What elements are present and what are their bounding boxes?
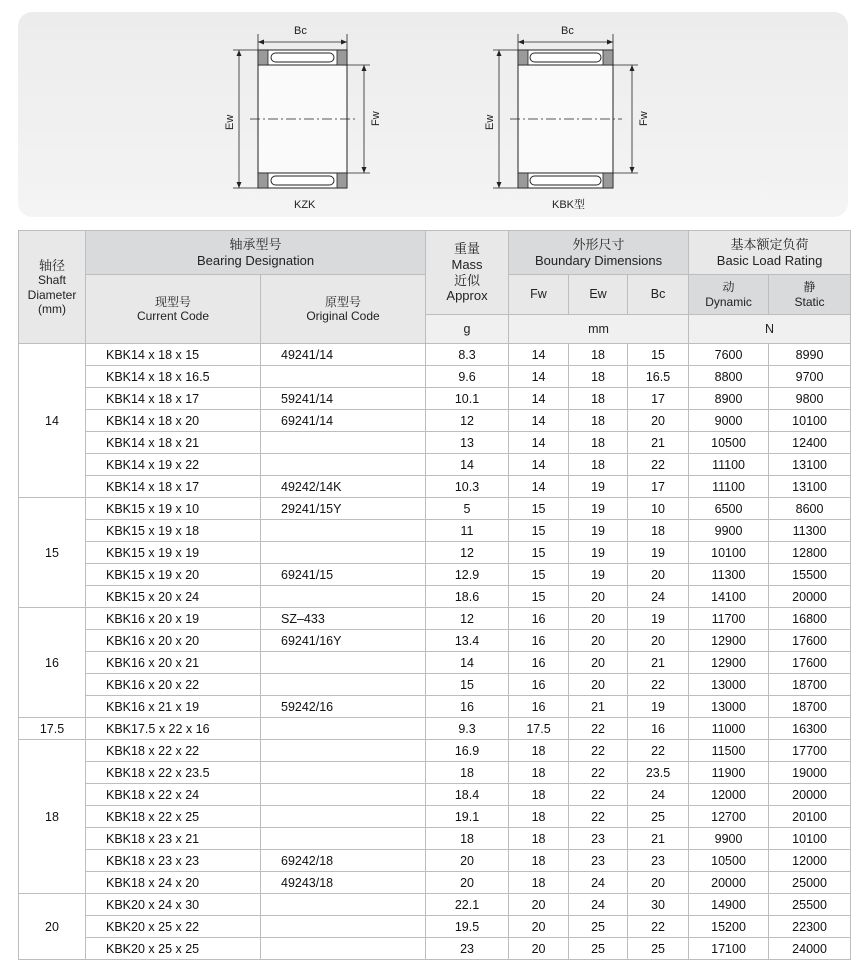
mass-cell: 22.1 [426, 894, 509, 916]
static-load-cell: 20100 [769, 806, 851, 828]
bc-cell: 19 [628, 542, 689, 564]
bc-header: Bc [628, 275, 689, 315]
dynamic-load-cell: 11100 [689, 476, 769, 498]
table-row [19, 630, 851, 652]
shaft-diameter-cell: 17.5 [19, 718, 86, 740]
code-cell: KBK20 x 24 x 30 [86, 894, 261, 916]
dynamic-load-cell: 10100 [689, 542, 769, 564]
original-code-cell [261, 542, 426, 564]
code-cell: KBK18 x 22 x 25 [86, 806, 261, 828]
ew-cell: 20 [569, 674, 628, 696]
static-load-cell: 12800 [769, 542, 851, 564]
table-row [19, 476, 851, 498]
mass-cell: 23 [426, 938, 509, 960]
table-row [19, 542, 851, 564]
kzk-bc-label: Bc [294, 25, 307, 37]
fw-cell: 14 [509, 476, 569, 498]
original-code-cell [261, 784, 426, 806]
code-cell: KBK14 x 18 x 17 [86, 388, 261, 410]
mass-cell: 10.1 [426, 388, 509, 410]
code-cell: KBK15 x 20 x 24 [86, 586, 261, 608]
ew-cell: 18 [569, 344, 628, 366]
static-load-cell: 9800 [769, 388, 851, 410]
dynamic-load-cell: 13000 [689, 696, 769, 718]
load-unit: N [689, 315, 851, 344]
table-row [19, 740, 851, 762]
dynamic-load-cell: 12700 [689, 806, 769, 828]
original-code-cell: 59241/14 [261, 388, 426, 410]
ew-cell: 23 [569, 828, 628, 850]
static-load-cell: 18700 [769, 696, 851, 718]
static-load-cell: 17600 [769, 652, 851, 674]
static-load-cell: 20000 [769, 586, 851, 608]
shaft-header: 轴径 Shaft Diameter (mm) [19, 231, 86, 344]
dynamic-load-cell: 13000 [689, 674, 769, 696]
mass-unit: g [426, 315, 509, 344]
fw-cell: 18 [509, 828, 569, 850]
fw-cell: 15 [509, 520, 569, 542]
fw-cell: 16 [509, 630, 569, 652]
fw-cell: 14 [509, 388, 569, 410]
mass-cell: 19.5 [426, 916, 509, 938]
dynamic-load-cell: 11300 [689, 564, 769, 586]
table-row [19, 916, 851, 938]
table-row [19, 564, 851, 586]
code-cell: KBK15 x 19 x 19 [86, 542, 261, 564]
static-load-cell: 11300 [769, 520, 851, 542]
original-code-cell [261, 586, 426, 608]
fw-cell: 18 [509, 872, 569, 894]
table-row [19, 608, 851, 630]
table-row [19, 498, 851, 520]
mass-header: 重量 Mass 近似 Approx [426, 231, 509, 315]
fw-cell: 15 [509, 542, 569, 564]
kbk-fw-label: Fw [638, 111, 650, 126]
mass-cell: 12.9 [426, 564, 509, 586]
mass-cell: 18 [426, 762, 509, 784]
code-cell: KBK14 x 18 x 21 [86, 432, 261, 454]
table-row [19, 388, 851, 410]
original-code-cell [261, 718, 426, 740]
ew-cell: 19 [569, 564, 628, 586]
diagram-kbk [484, 25, 650, 211]
table-row [19, 410, 851, 432]
table-row [19, 586, 851, 608]
original-code-cell: 69241/16Y [261, 630, 426, 652]
original-code-cell [261, 652, 426, 674]
dynamic-load-cell: 11100 [689, 454, 769, 476]
ew-cell: 24 [569, 894, 628, 916]
static-load-cell: 24000 [769, 938, 851, 960]
dynamic-load-cell: 9900 [689, 828, 769, 850]
static-load-cell: 25000 [769, 872, 851, 894]
bc-cell: 30 [628, 894, 689, 916]
fw-cell: 16 [509, 652, 569, 674]
code-cell: KBK14 x 19 x 22 [86, 454, 261, 476]
bc-cell: 22 [628, 454, 689, 476]
table-row [19, 894, 851, 916]
ew-cell: 18 [569, 454, 628, 476]
dynamic-load-cell: 12000 [689, 784, 769, 806]
ew-cell: 19 [569, 498, 628, 520]
table-row [19, 674, 851, 696]
shaft-diameter-cell: 15 [19, 498, 86, 608]
fw-cell: 18 [509, 784, 569, 806]
table-row [19, 784, 851, 806]
code-cell: KBK20 x 25 x 22 [86, 916, 261, 938]
bc-cell: 22 [628, 674, 689, 696]
original-code-cell: SZ–433 [261, 608, 426, 630]
dynamic-load-cell: 20000 [689, 872, 769, 894]
fw-cell: 20 [509, 894, 569, 916]
original-code-header: 原型号 Original Code [261, 275, 426, 344]
fw-cell: 18 [509, 806, 569, 828]
code-cell: KBK14 x 18 x 15 [86, 344, 261, 366]
bc-cell: 17 [628, 388, 689, 410]
code-cell: KBK18 x 22 x 23.5 [86, 762, 261, 784]
dynamic-load-cell: 8900 [689, 388, 769, 410]
dynamic-load-cell: 7600 [689, 344, 769, 366]
kzk-ew-label: Ew [224, 114, 236, 130]
static-load-cell: 18700 [769, 674, 851, 696]
ew-cell: 20 [569, 608, 628, 630]
fw-cell: 14 [509, 410, 569, 432]
mass-cell: 14 [426, 454, 509, 476]
designation-header: 轴承型号 Bearing Designation [86, 231, 426, 275]
dynamic-load-cell: 9900 [689, 520, 769, 542]
code-cell: KBK16 x 21 x 19 [86, 696, 261, 718]
table-row [19, 872, 851, 894]
ew-cell: 25 [569, 938, 628, 960]
dynamic-load-cell: 11000 [689, 718, 769, 740]
ew-cell: 19 [569, 542, 628, 564]
ew-cell: 20 [569, 586, 628, 608]
bc-cell: 25 [628, 938, 689, 960]
original-code-cell [261, 432, 426, 454]
fw-cell: 18 [509, 762, 569, 784]
code-cell: KBK16 x 20 x 22 [86, 674, 261, 696]
ew-cell: 24 [569, 872, 628, 894]
fw-cell: 14 [509, 432, 569, 454]
table-row [19, 762, 851, 784]
fw-cell: 20 [509, 916, 569, 938]
fw-cell: 15 [509, 498, 569, 520]
original-code-cell [261, 674, 426, 696]
static-load-cell: 13100 [769, 476, 851, 498]
mass-cell: 5 [426, 498, 509, 520]
bc-cell: 21 [628, 828, 689, 850]
static-load-cell: 19000 [769, 762, 851, 784]
fw-cell: 16 [509, 608, 569, 630]
original-code-cell: 69241/14 [261, 410, 426, 432]
ew-cell: 21 [569, 696, 628, 718]
mass-cell: 20 [426, 872, 509, 894]
bc-cell: 25 [628, 806, 689, 828]
dynamic-load-cell: 9000 [689, 410, 769, 432]
code-cell: KBK14 x 18 x 20 [86, 410, 261, 432]
table-row [19, 520, 851, 542]
original-code-cell [261, 828, 426, 850]
fw-cell: 17.5 [509, 718, 569, 740]
static-load-cell: 9700 [769, 366, 851, 388]
ew-cell: 22 [569, 718, 628, 740]
original-code-cell [261, 740, 426, 762]
table-row [19, 432, 851, 454]
dynamic-load-cell: 10500 [689, 432, 769, 454]
bc-cell: 19 [628, 696, 689, 718]
static-load-cell: 16800 [769, 608, 851, 630]
static-load-cell: 8990 [769, 344, 851, 366]
diagram-panel [18, 12, 848, 217]
mass-cell: 14 [426, 652, 509, 674]
bc-cell: 20 [628, 872, 689, 894]
dynamic-load-cell: 12900 [689, 630, 769, 652]
dynamic-load-cell: 11700 [689, 608, 769, 630]
code-cell: KBK15 x 19 x 10 [86, 498, 261, 520]
original-code-cell [261, 454, 426, 476]
ew-cell: 22 [569, 740, 628, 762]
static-load-cell: 25500 [769, 894, 851, 916]
bc-cell: 19 [628, 608, 689, 630]
fw-cell: 15 [509, 564, 569, 586]
bearing-spec-table [18, 230, 851, 960]
mass-cell: 10.3 [426, 476, 509, 498]
current-code-header: 现型号 Current Code [86, 275, 261, 344]
original-code-cell [261, 938, 426, 960]
table-row [19, 454, 851, 476]
table-row [19, 806, 851, 828]
mass-cell: 8.3 [426, 344, 509, 366]
boundary-unit: mm [509, 315, 689, 344]
shaft-diameter-cell: 16 [19, 608, 86, 718]
bc-cell: 10 [628, 498, 689, 520]
original-code-cell: 49241/14 [261, 344, 426, 366]
ew-cell: 19 [569, 520, 628, 542]
boundary-header: 外形尺寸 Boundary Dimensions [509, 231, 689, 275]
mass-cell: 13.4 [426, 630, 509, 652]
diagram-kzk [224, 25, 382, 211]
kbk-ew-label: Ew [484, 114, 496, 130]
ew-cell: 22 [569, 784, 628, 806]
static-load-cell: 12000 [769, 850, 851, 872]
mass-cell: 13 [426, 432, 509, 454]
dynamic-load-cell: 12900 [689, 652, 769, 674]
static-load-cell: 15500 [769, 564, 851, 586]
static-load-cell: 17600 [769, 630, 851, 652]
original-code-cell: 59242/16 [261, 696, 426, 718]
load-header: 基本额定负荷 Basic Load Rating [689, 231, 851, 275]
code-cell: KBK18 x 22 x 24 [86, 784, 261, 806]
code-cell: KBK18 x 23 x 23 [86, 850, 261, 872]
table-row [19, 850, 851, 872]
bc-cell: 22 [628, 916, 689, 938]
static-load-cell: 13100 [769, 454, 851, 476]
ew-cell: 19 [569, 476, 628, 498]
mass-cell: 9.6 [426, 366, 509, 388]
dynamic-load-cell: 15200 [689, 916, 769, 938]
table-row [19, 652, 851, 674]
bc-cell: 23.5 [628, 762, 689, 784]
ew-cell: 22 [569, 762, 628, 784]
static-load-cell: 20000 [769, 784, 851, 806]
ew-cell: 18 [569, 366, 628, 388]
static-load-cell: 12400 [769, 432, 851, 454]
mass-cell: 19.1 [426, 806, 509, 828]
fw-cell: 16 [509, 696, 569, 718]
table-row [19, 828, 851, 850]
dynamic-load-cell: 11500 [689, 740, 769, 762]
shaft-diameter-cell: 18 [19, 740, 86, 894]
code-cell: KBK18 x 24 x 20 [86, 872, 261, 894]
dynamic-load-cell: 14100 [689, 586, 769, 608]
code-cell: KBK14 x 18 x 17 [86, 476, 261, 498]
code-cell: KBK16 x 20 x 19 [86, 608, 261, 630]
fw-cell: 18 [509, 850, 569, 872]
mass-cell: 16 [426, 696, 509, 718]
kzk-label: KZK [294, 199, 316, 211]
mass-cell: 18.4 [426, 784, 509, 806]
original-code-cell [261, 894, 426, 916]
fw-cell: 14 [509, 366, 569, 388]
code-cell: KBK15 x 19 x 18 [86, 520, 261, 542]
ew-cell: 25 [569, 916, 628, 938]
shaft-diameter-cell: 14 [19, 344, 86, 498]
code-cell: KBK16 x 20 x 20 [86, 630, 261, 652]
mass-cell: 12 [426, 542, 509, 564]
original-code-cell [261, 366, 426, 388]
fw-cell: 18 [509, 740, 569, 762]
code-cell: KBK18 x 23 x 21 [86, 828, 261, 850]
mass-cell: 20 [426, 850, 509, 872]
dynamic-load-cell: 10500 [689, 850, 769, 872]
bc-cell: 21 [628, 652, 689, 674]
fw-cell: 15 [509, 586, 569, 608]
dynamic-load-cell: 17100 [689, 938, 769, 960]
bc-cell: 17 [628, 476, 689, 498]
fw-cell: 14 [509, 344, 569, 366]
ew-header: Ew [569, 275, 628, 315]
bc-cell: 20 [628, 630, 689, 652]
mass-cell: 12 [426, 608, 509, 630]
fw-cell: 14 [509, 454, 569, 476]
table-row [19, 366, 851, 388]
static-load-cell: 17700 [769, 740, 851, 762]
code-cell: KBK17.5 x 22 x 16 [86, 718, 261, 740]
original-code-cell [261, 520, 426, 542]
kbk-bc-label: Bc [561, 25, 574, 37]
original-code-cell: 49242/14K [261, 476, 426, 498]
original-code-cell [261, 762, 426, 784]
bc-cell: 16.5 [628, 366, 689, 388]
bc-cell: 20 [628, 564, 689, 586]
ew-cell: 18 [569, 432, 628, 454]
ew-cell: 23 [569, 850, 628, 872]
original-code-cell: 69242/18 [261, 850, 426, 872]
fw-header: Fw [509, 275, 569, 315]
fw-cell: 16 [509, 674, 569, 696]
dynamic-load-cell: 11900 [689, 762, 769, 784]
shaft-diameter-cell: 20 [19, 894, 86, 960]
mass-cell: 16.9 [426, 740, 509, 762]
mass-cell: 18 [426, 828, 509, 850]
dynamic-header: 动 Dynamic [689, 275, 769, 315]
table-row [19, 718, 851, 740]
static-load-cell: 10100 [769, 828, 851, 850]
table-row [19, 344, 851, 366]
bc-cell: 24 [628, 586, 689, 608]
ew-cell: 22 [569, 806, 628, 828]
dynamic-load-cell: 6500 [689, 498, 769, 520]
bearing-diagrams [18, 12, 848, 217]
mass-cell: 9.3 [426, 718, 509, 740]
bc-cell: 20 [628, 410, 689, 432]
dynamic-load-cell: 8800 [689, 366, 769, 388]
original-code-cell: 69241/15 [261, 564, 426, 586]
code-cell: KBK15 x 19 x 20 [86, 564, 261, 586]
code-cell: KBK20 x 25 x 25 [86, 938, 261, 960]
mass-cell: 11 [426, 520, 509, 542]
bc-cell: 24 [628, 784, 689, 806]
fw-cell: 20 [509, 938, 569, 960]
bc-cell: 21 [628, 432, 689, 454]
static-load-cell: 10100 [769, 410, 851, 432]
mass-cell: 15 [426, 674, 509, 696]
ew-cell: 18 [569, 388, 628, 410]
bc-cell: 23 [628, 850, 689, 872]
table-row [19, 696, 851, 718]
ew-cell: 18 [569, 410, 628, 432]
original-code-cell: 49243/18 [261, 872, 426, 894]
bc-cell: 16 [628, 718, 689, 740]
static-load-cell: 8600 [769, 498, 851, 520]
static-header: 静 Static [769, 275, 851, 315]
static-load-cell: 22300 [769, 916, 851, 938]
original-code-cell: 29241/15Y [261, 498, 426, 520]
kzk-fw-label: Fw [370, 111, 382, 126]
code-cell: KBK14 x 18 x 16.5 [86, 366, 261, 388]
static-load-cell: 16300 [769, 718, 851, 740]
original-code-cell [261, 806, 426, 828]
dynamic-load-cell: 14900 [689, 894, 769, 916]
bc-cell: 22 [628, 740, 689, 762]
code-cell: KBK16 x 20 x 21 [86, 652, 261, 674]
bc-cell: 18 [628, 520, 689, 542]
original-code-cell [261, 916, 426, 938]
spec-table-body [19, 344, 851, 960]
table-row [19, 938, 851, 960]
ew-cell: 20 [569, 630, 628, 652]
kbk-label: KBK型 [552, 199, 586, 211]
mass-cell: 12 [426, 410, 509, 432]
bc-cell: 15 [628, 344, 689, 366]
code-cell: KBK18 x 22 x 22 [86, 740, 261, 762]
mass-cell: 18.6 [426, 586, 509, 608]
ew-cell: 20 [569, 652, 628, 674]
